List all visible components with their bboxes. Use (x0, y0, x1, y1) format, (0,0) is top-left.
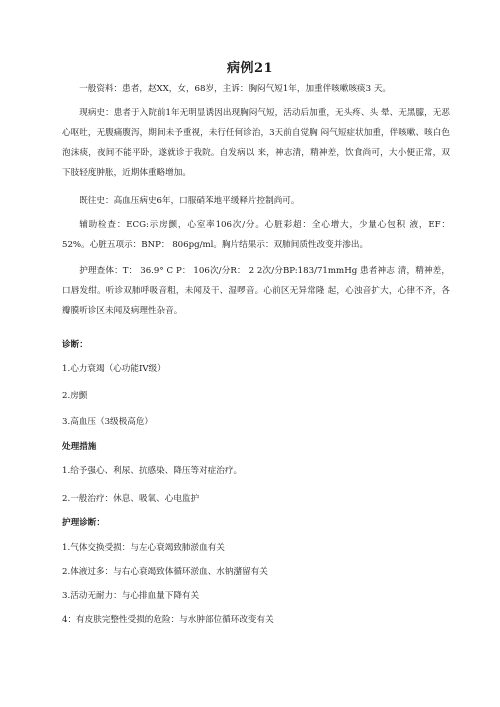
present-history-paragraph: 现病史：患者于入院前1年无明显诱因出现胸闷气短，活动后加重，无头疼、头 晕、无黑朦，无恶心呕吐，无腹痛腹泻，期间未予重视，未行任何诊治，3天前自觉胸 闷气短症状加重，伴咳嗽、咳白色泡沫痰，夜间不能平卧，遂就诊于我院。自发病以 来，神志清，精神差，饮食尚可，大小便正常，双下肢轻度肿胀，近期体重略增加。 (62, 108, 450, 178)
physical-exam-paragraph: 护理查体：T： 36.9° C P： 106次/分R： 2 2次/分BP:183/71mmHg 患者神志 清，精神差，口唇发绀。听诊双肺呼吸音粗，未闻及干、湿啰音。心前区无异常隆 起，心浊音扩大，心律不齐，各瓣膜听诊区未闻及病理性杂音。 (62, 266, 450, 316)
nursing-diagnosis-item: 4：有皮肤完整性受损的危险：与水肿部位循环改变有关 (62, 615, 274, 625)
auxiliary-exam-paragraph: 辅助检查：ECG:示房颤，心室率106次/分。心脏彩超：全心增大，少量心包积 液，EF： 52%。心脏五项示：BNP： 806pg/ml。胸片结果示：双肺间质性改变并渗出。 (62, 220, 450, 250)
treatment-heading: 处理措施 (62, 442, 97, 452)
diagnosis-heading: 诊断： (62, 340, 88, 350)
past-history-paragraph: 既往史：高血压病史6年，口服硝苯地平缓释片控制尚可。 (79, 196, 300, 206)
general-info-paragraph: 一般资料：患者，赵XX，女，68岁，主诉：胸闷气短1年，加重伴咳嗽咳痰3 天。 (79, 84, 392, 94)
diagnosis-item: 1.心力衰竭（心功能IV级） (62, 364, 166, 374)
nursing-diagnosis-item: 3.活动无耐力：与心排血量下降有关 (62, 591, 200, 601)
page-title: 病例21 (226, 61, 274, 76)
treatment-item: 2.一般治疗：休息、吸氧、心电监护 (62, 494, 200, 504)
diagnosis-item: 3.高血压（3级极高危） (62, 417, 154, 427)
treatment-item: 1.给予强心、利尿、抗感染、降压等对症治疗。 (62, 466, 243, 476)
nursing-diagnosis-heading: 护理诊断： (62, 518, 105, 528)
diagnosis-item: 2.房颤 (62, 391, 88, 401)
nursing-diagnosis-item: 1.气体交换受损：与左心衰竭致肺淤血有关 (62, 543, 225, 553)
nursing-diagnosis-item: 2.体液过多：与右心衰竭致体循环淤血、水钠潴留有关 (62, 567, 268, 577)
